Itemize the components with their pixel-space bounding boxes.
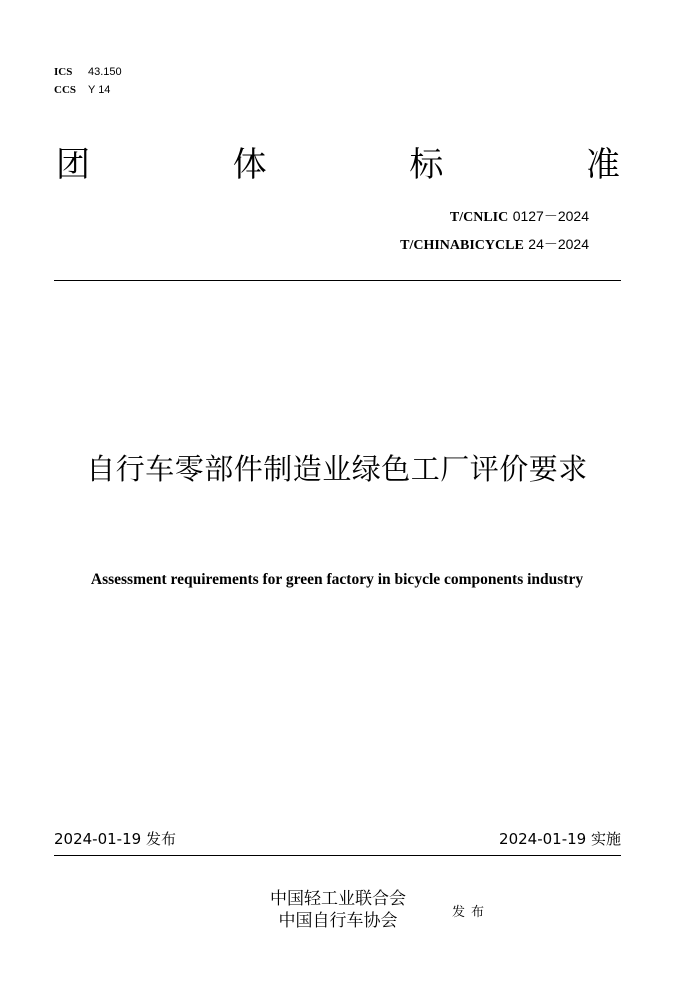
publish-date: 2024-01-19 发布 xyxy=(54,830,176,848)
issuer-name: 中国自行车协会 xyxy=(278,911,398,931)
ics-key: ICS xyxy=(54,66,73,78)
code-number: 0127－2024 xyxy=(512,208,589,224)
bottom-divider xyxy=(54,855,621,856)
implement-date: 2024-01-19 实施 xyxy=(499,830,621,848)
standard-type-char: 团 xyxy=(56,145,90,185)
top-divider xyxy=(54,280,621,281)
chinese-title: 自行车零部件制造业绿色工厂评价要求 xyxy=(86,452,588,486)
ics-classification xyxy=(54,66,122,78)
issuer-name: 中国轻工业联合会 xyxy=(270,889,406,909)
ccs-classification xyxy=(54,84,110,96)
standard-type-heading xyxy=(56,144,620,186)
english-title: Assessment requirements for green factory in bicycle components industry xyxy=(90,571,584,588)
ics-value: 43.150 xyxy=(88,66,122,78)
code-prefix: T/CHINABICYCLE xyxy=(400,238,524,253)
ccs-key: CCS xyxy=(54,84,77,96)
issue-label: 发布 xyxy=(452,905,491,920)
ccs-value: Y 14 xyxy=(88,84,111,96)
standard-type-char: 体 xyxy=(232,145,267,185)
standard-type-char: 标 xyxy=(409,145,444,185)
issuing-organizations xyxy=(258,888,418,932)
standard-type-char: 准 xyxy=(585,145,620,185)
code-number: 24－2024 xyxy=(528,236,589,252)
standard-code-cnlic xyxy=(450,209,589,225)
standard-code-chinabicycle xyxy=(400,237,589,253)
code-prefix: T/CNLIC xyxy=(449,210,509,225)
